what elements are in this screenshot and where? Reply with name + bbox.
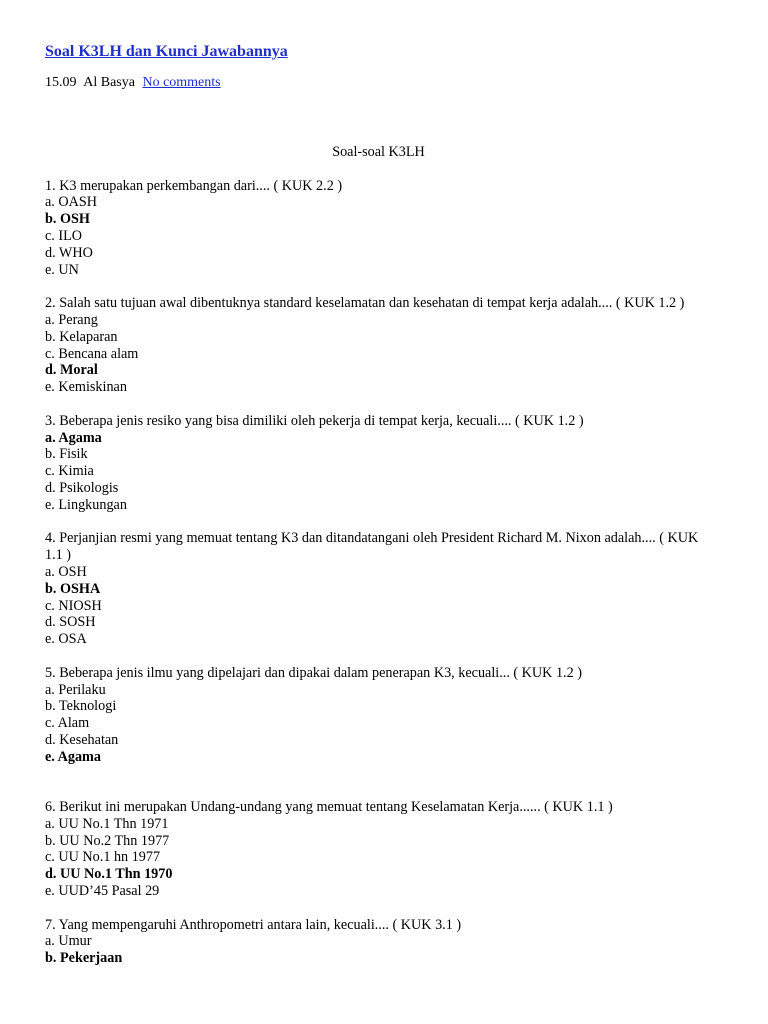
question-text: 3. Beberapa jenis resiko yang bisa dimiliki oleh pekerja di tempat kerja, kecuali.... ( KUK 1.2 )	[45, 412, 584, 429]
answer-option: e. Lingkungan	[45, 496, 127, 513]
answer-option: d. Kesehatan	[45, 731, 119, 748]
answer-option-correct: d. Moral	[45, 362, 98, 379]
answer-option: b. UU No.2 Thn 1977	[45, 832, 170, 849]
answer-option-correct: b. OSHA	[45, 580, 101, 597]
answer-option: b. Kelaparan	[45, 328, 118, 345]
answer-option: c. UU No.1 hn 1977	[45, 849, 161, 866]
question-text: 1. K3 merupakan perkembangan dari.... ( KUK 2.2 )	[45, 177, 343, 194]
answer-option: b. Teknologi	[45, 698, 117, 715]
answer-option: e. Kemiskinan	[45, 379, 127, 396]
answer-option-correct: e. Agama	[45, 748, 101, 765]
post-meta	[45, 75, 221, 91]
answer-option: c. ILO	[45, 227, 83, 244]
answer-option: e. UUD’45 Pasal 29	[45, 883, 160, 900]
question-text: 2. Salah satu tujuan awal dibentuknya standard keselamatan dan kesehatan di tempat kerja adalah.... ( KUK 1.2 )	[45, 295, 685, 312]
answer-option: d. SOSH	[45, 614, 96, 631]
question-4	[45, 530, 712, 648]
question-text: 5. Beberapa jenis ilmu yang dipelajari dan dipakai dalam penerapan K3, kecuali... ( KUK 1.2 )	[45, 664, 582, 681]
document-heading: Soal-soal K3LH	[332, 144, 425, 160]
question-list	[45, 178, 712, 967]
question-6	[45, 799, 712, 900]
answer-option-correct: a. Agama	[45, 429, 102, 446]
post-author: Al Basya	[83, 75, 135, 90]
question-text: 6. Berikut ini merupakan Undang-undang yang memuat tentang Keselamatan Kerja...... ( KUK 1.1 )	[45, 799, 613, 816]
answer-option: c. Kimia	[45, 463, 94, 480]
question-1	[45, 178, 712, 279]
answer-option-correct: b. Pekerjaan	[45, 950, 123, 967]
answer-option: a. OSH	[45, 563, 87, 580]
question-7	[45, 917, 712, 967]
post-title-link[interactable]: Soal K3LH dan Kunci Jawabannya	[45, 43, 288, 60]
answer-option: a. Perilaku	[45, 681, 106, 698]
question-text: 4. Perjanjian resmi yang memuat tentang K3 dan ditandatangani oleh President Richard M. Nixon adalah.... ( KUK 1.1 )	[45, 530, 699, 564]
question-text: 7. Yang mempengaruhi Anthropometri antara lain, kecuali.... ( KUK 3.1 )	[45, 916, 462, 933]
answer-option: e. OSA	[45, 631, 87, 648]
answer-option: b. Fisik	[45, 446, 88, 463]
answer-option: c. Alam	[45, 715, 90, 732]
answer-option: e. UN	[45, 261, 79, 278]
answer-option: a. Perang	[45, 311, 98, 328]
answer-option: a. UU No.1 Thn 1971	[45, 815, 169, 832]
answer-option: c. Bencana alam	[45, 345, 139, 362]
post-time: 15.09	[45, 75, 77, 90]
post-body	[45, 144, 712, 984]
answer-option: a. Umur	[45, 933, 92, 950]
answer-option: d. Psikologis	[45, 479, 119, 496]
answer-option: d. WHO	[45, 244, 93, 261]
answer-option-correct: b. OSH	[45, 211, 90, 228]
question-3	[45, 413, 712, 514]
answer-option: c. NIOSH	[45, 597, 102, 614]
answer-option: a. OASH	[45, 194, 98, 211]
question-5	[45, 665, 712, 766]
comments-link[interactable]: No comments	[142, 75, 221, 90]
answer-option-correct: d. UU No.1 Thn 1970	[45, 866, 173, 883]
question-2	[45, 295, 712, 396]
